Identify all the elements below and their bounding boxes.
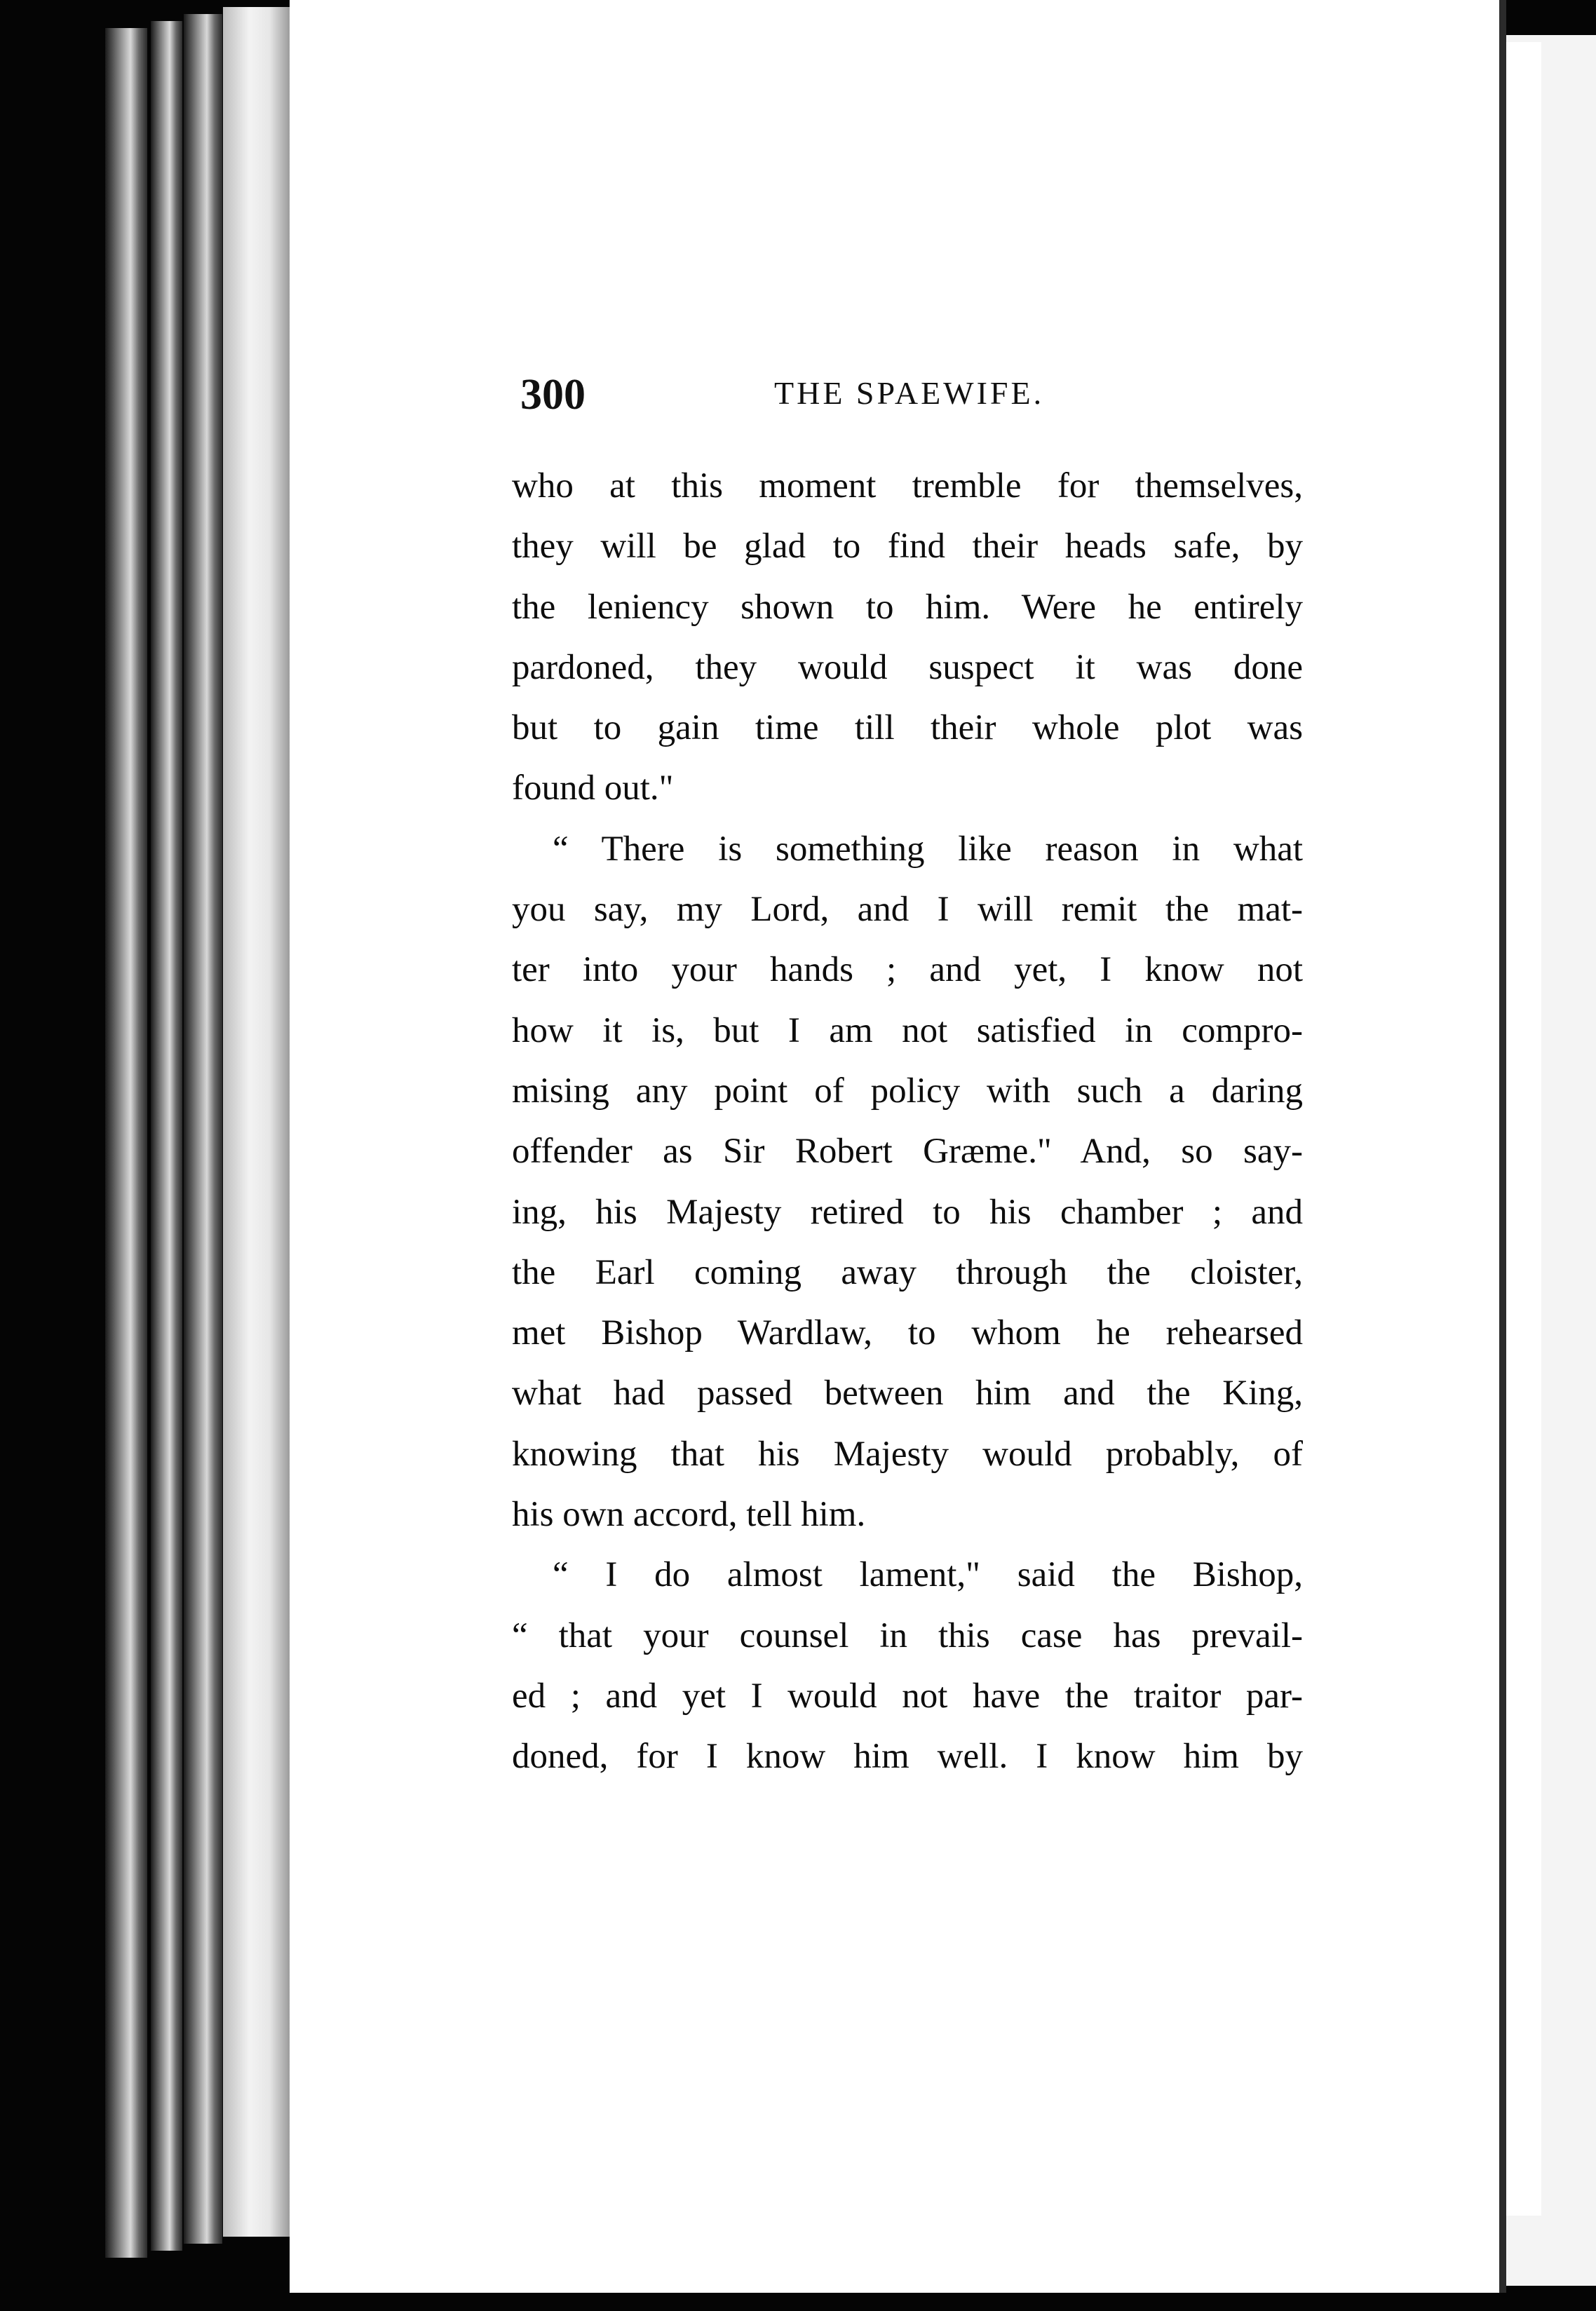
- text-line: doned, for I know him well. I know him by: [512, 1737, 1303, 1777]
- text-line: ed ; and yet I would not have the traitor par-: [512, 1676, 1303, 1716]
- page-number: 300: [520, 371, 586, 419]
- text-line: the Earl coming away through the cloister,: [512, 1252, 1303, 1292]
- text-line: knowing that his Majesty would probably, of: [512, 1434, 1303, 1474]
- text-line: his own accord, tell him.: [512, 1495, 866, 1535]
- text-line: ter into your hands ; and yet, I know not: [512, 950, 1303, 990]
- text-line: found out.": [512, 768, 674, 808]
- body-text: [512, 456, 1303, 1787]
- text-line: offender as Sir Robert Græme." And, so say-: [512, 1132, 1303, 1172]
- text-line: “ that your counsel in this case has prevail-: [512, 1615, 1303, 1655]
- text-line: you say, my Lord, and I will remit the mat-: [512, 890, 1303, 930]
- text-line: “ I do almost lament," said the Bishop,: [553, 1555, 1303, 1595]
- book-edge: [105, 28, 147, 2258]
- text-line: but to gain time till their whole plot was: [512, 708, 1303, 748]
- text-line: how it is, but I am not satisfied in compro-: [512, 1010, 1303, 1050]
- book-edge: [184, 14, 222, 2244]
- page-header: [520, 366, 1292, 429]
- text-line: who at this moment tremble for themselves,: [512, 466, 1303, 506]
- text-line: the leniency shown to him. Were he entirely: [512, 587, 1303, 627]
- text-line: met Bishop Wardlaw, to whom he rehearsed: [512, 1313, 1303, 1353]
- book-edge: [151, 21, 182, 2251]
- text-line: “ There is something like reason in what: [553, 829, 1303, 869]
- text-line: what had passed between him and the King,: [512, 1374, 1303, 1414]
- text-line: pardoned, they would suspect it was done: [512, 647, 1303, 687]
- running-title: THE SPAEWIFE.: [774, 375, 1045, 411]
- text-line: mising any point of policy with such a daring: [512, 1071, 1303, 1111]
- text-line: they will be glad to find their heads safe, by: [512, 527, 1303, 567]
- book-edge: [223, 7, 290, 2237]
- text-line: ing, his Majesty retired to his chamber ; and: [512, 1192, 1303, 1232]
